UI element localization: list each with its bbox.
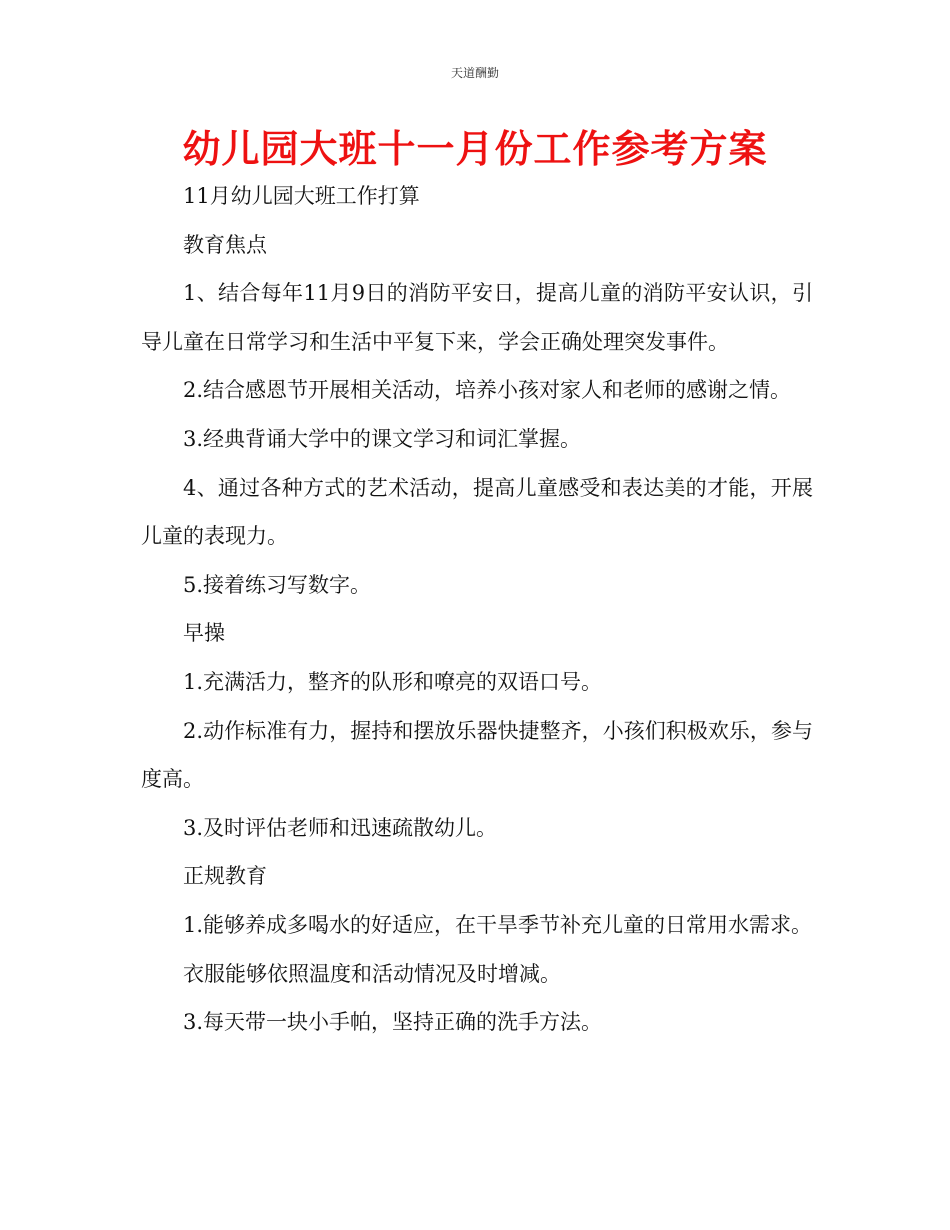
paragraph-item: 1.能够养成多喝水的好适应，在干旱季节补充儿童的日常用水需求。 (183, 912, 813, 937)
paragraph-item: 1.充满活力，整齐的队形和嘹亮的双语口号。 (183, 669, 603, 694)
document-body (141, 172, 813, 1047)
paragraph-item: 衣服能够依照温度和活动情况及时增减。 (183, 961, 561, 986)
paragraph-section-education-focus: 教育焦点 (183, 232, 267, 257)
paragraph-item: 3.经典背诵大学中的课文学习和词汇掌握。 (183, 426, 582, 451)
document-title: 幼儿园大班十一月份工作参考方案 (182, 127, 768, 171)
paragraph-item: 4、通过各种方式的艺术活动，提高儿童感受和表达美的才能，开展儿童的表现力。 (141, 475, 813, 549)
paragraph-item: 3.每天带一块小手帕，坚持正确的洗手方法。 (183, 1010, 603, 1035)
paragraph-item: 2.结合感恩节开展相关活动，培养小孩对家人和老师的感谢之情。 (183, 378, 792, 403)
paragraph-item: 2.动作标准有力，握持和摆放乐器快捷整齐，小孩们积极欢乐，参与度高。 (141, 718, 813, 792)
paragraph-item: 5.接着练习写数字。 (183, 572, 372, 597)
paragraph-section-regular-education: 正规教育 (183, 864, 267, 889)
paragraph-item: 3.及时评估老师和迅速疏散幼儿。 (183, 815, 498, 840)
header-mark: 天道酬勤 (450, 66, 499, 80)
paragraph-item: 1、结合每年11月9日的消防平安日，提高儿童的消防平安认识，引导儿童在日常学习和生活中平复下来，学会正确处理突发事件。 (141, 281, 813, 354)
paragraph-plan-heading: 11月幼儿园大班工作打算 (183, 184, 420, 208)
paragraph-section-morning-exercise: 早操 (183, 621, 225, 646)
